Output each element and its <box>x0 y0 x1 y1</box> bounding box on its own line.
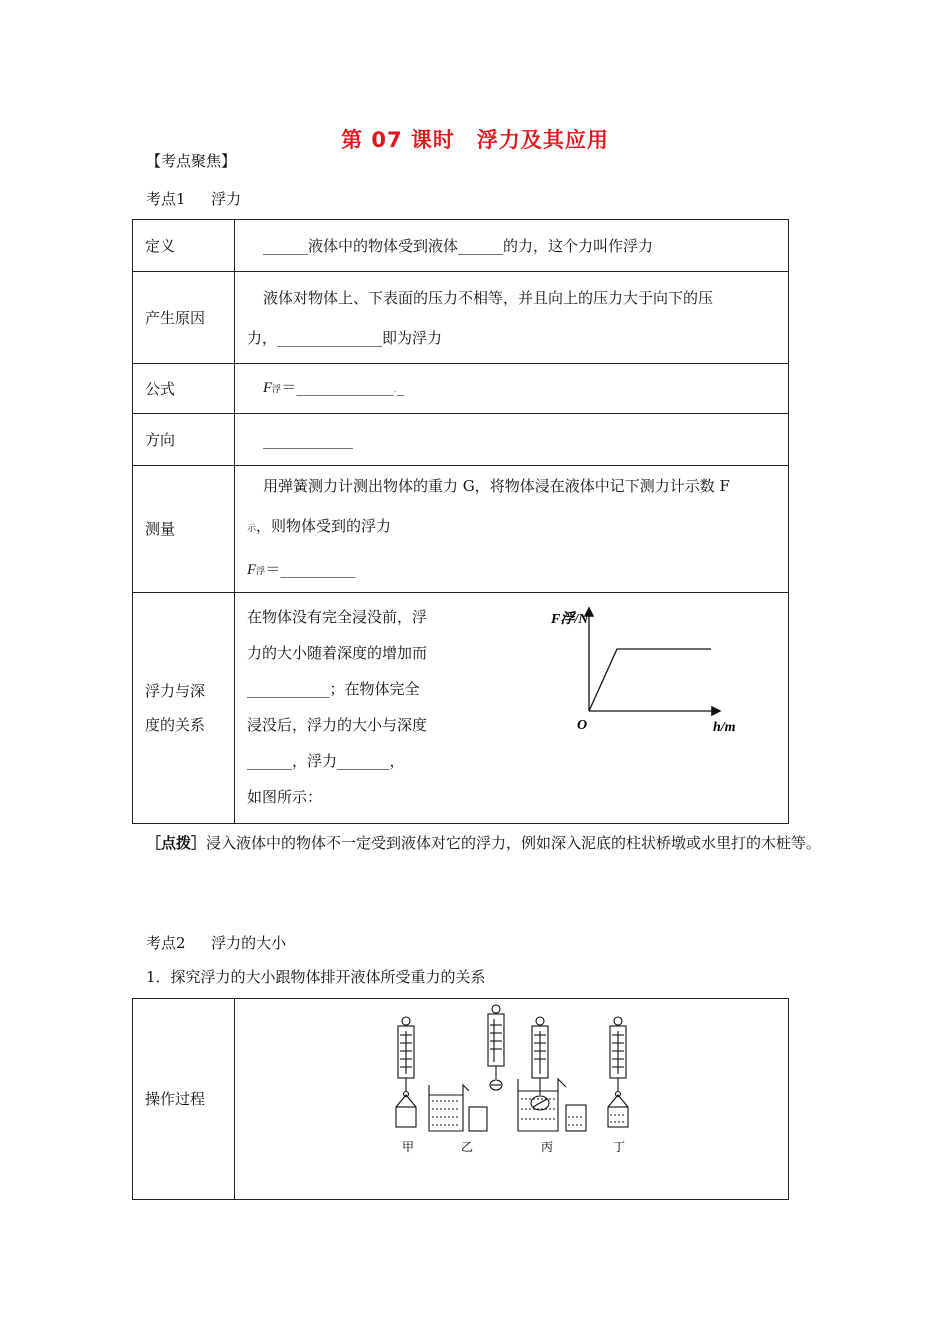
depth-text <box>247 599 477 815</box>
measure-row <box>133 466 789 593</box>
measure-line-2 <box>247 506 784 549</box>
measure-blank: __________ <box>280 560 356 578</box>
formula-cell <box>235 364 789 414</box>
measure-cell <box>235 466 789 593</box>
tip-tag: ［点拨］ <box>146 834 207 852</box>
measure-line-3 <box>247 549 784 592</box>
cause-suffix: 即为浮力 <box>382 328 443 347</box>
cause-label: 产生原因 <box>133 272 235 364</box>
origin-label: O <box>577 718 588 733</box>
focus-header: 【考点聚焦】 <box>146 152 237 170</box>
depth-line-5: ______，浮力_______， <box>247 752 405 770</box>
definition-cell <box>235 220 789 272</box>
topic2-heading <box>146 932 286 953</box>
depth-line-6: 如图所示： <box>247 788 323 806</box>
scale-jia <box>396 1017 416 1127</box>
definition-text-1: 液体中的物体受到液体 <box>308 236 459 255</box>
definition-row <box>133 220 789 272</box>
page-title: 第 07 课时 浮力及其应用 <box>341 128 609 152</box>
scale-bing-b <box>518 1017 586 1131</box>
definition-blank-1: ______ <box>263 236 308 255</box>
measure-f: F <box>247 562 257 578</box>
procedure-illustration-cell <box>235 999 789 1200</box>
x-axis-label: h/m <box>713 720 736 735</box>
experiment-diagram <box>235 999 789 1199</box>
cause-row <box>133 272 789 364</box>
formula-f: F <box>263 380 273 396</box>
cause-line-2 <box>247 318 776 358</box>
formula-sub: 浮 <box>272 385 282 395</box>
depth-line-4: 浸没后，浮力的大小与深度 <box>247 716 428 734</box>
procedure-label: 操作过程 <box>133 999 235 1200</box>
y-axis-label: F浮/N <box>551 612 589 627</box>
tip-note <box>146 822 822 864</box>
measure-sub: 示 <box>247 524 257 534</box>
topic1-label: 考点1 <box>146 190 186 208</box>
definition-text-2: 的力，这个力叫作浮力 <box>503 236 654 255</box>
buoyancy-depth-graph <box>541 603 771 743</box>
formula-row <box>133 364 789 414</box>
measure-text: ，则物体受到的浮力 <box>256 517 392 535</box>
depth-row <box>133 593 789 824</box>
label-bing: 丙 <box>541 1140 554 1154</box>
label-yi: 乙 <box>461 1140 474 1154</box>
measure-f-sub: 浮 <box>256 567 266 577</box>
marker-dot: . <box>393 384 397 395</box>
depth-label <box>133 593 235 824</box>
experiment-table <box>132 998 789 1200</box>
measure-eq: ＝ <box>265 560 281 578</box>
label-ding: 丁 <box>613 1140 626 1154</box>
direction-label: 方向 <box>133 414 235 466</box>
scale-ding <box>608 1017 628 1127</box>
cause-blank: ______________ <box>277 328 383 347</box>
topic1-name: 浮力 <box>211 190 242 208</box>
beaker-yi <box>429 1085 487 1131</box>
formula-tail: _ <box>396 378 405 396</box>
label-jia: 甲 <box>402 1140 415 1154</box>
tip-text: 浸入液体中的物体不一定受到液体对它的浮力，例如深入泥底的柱状桥墩或水里打的木桩等。 <box>206 834 822 852</box>
formula-blank: _____________ <box>296 378 394 396</box>
direction-blank: ____________ <box>263 430 353 449</box>
measure-label: 测量 <box>133 466 235 593</box>
cause-cell <box>235 272 789 364</box>
depth-label-1: 浮力与深 <box>145 682 206 700</box>
depth-line-1: 在物体没有完全浸没前，浮 <box>247 608 428 626</box>
formula-label: 公式 <box>133 364 235 414</box>
direction-cell <box>235 414 789 466</box>
topic1-heading <box>146 188 241 209</box>
definition-label: 定义 <box>133 220 235 272</box>
scale-bing-a <box>488 1005 504 1090</box>
direction-row <box>133 414 789 466</box>
definition-blank-2: ______ <box>458 236 504 255</box>
buoyancy-table <box>132 219 789 824</box>
depth-cell <box>235 593 789 824</box>
measure-line-1: 用弹簧测力计测出物体的重力 G，将物体浸在液体中记下测力计示数 F <box>263 477 730 495</box>
depth-label-2: 度的关系 <box>145 716 206 734</box>
formula-eq: ＝ <box>281 378 297 396</box>
item1-text: 1．探究浮力的大小跟物体排开液体所受重力的关系 <box>146 968 486 986</box>
cause-prefix: 力， <box>247 328 278 347</box>
depth-line-3: ___________；在物体完全 <box>247 680 420 698</box>
cause-line-1: 液体对物体上、下表面的压力不相等，并且向上的压力大于向下的压 <box>263 288 714 307</box>
topic2-label: 考点2 <box>146 934 186 952</box>
buoyancy-curve <box>589 649 711 711</box>
depth-line-2: 力的大小随着深度的增加而 <box>247 644 428 662</box>
topic2-name: 浮力的大小 <box>211 934 287 952</box>
